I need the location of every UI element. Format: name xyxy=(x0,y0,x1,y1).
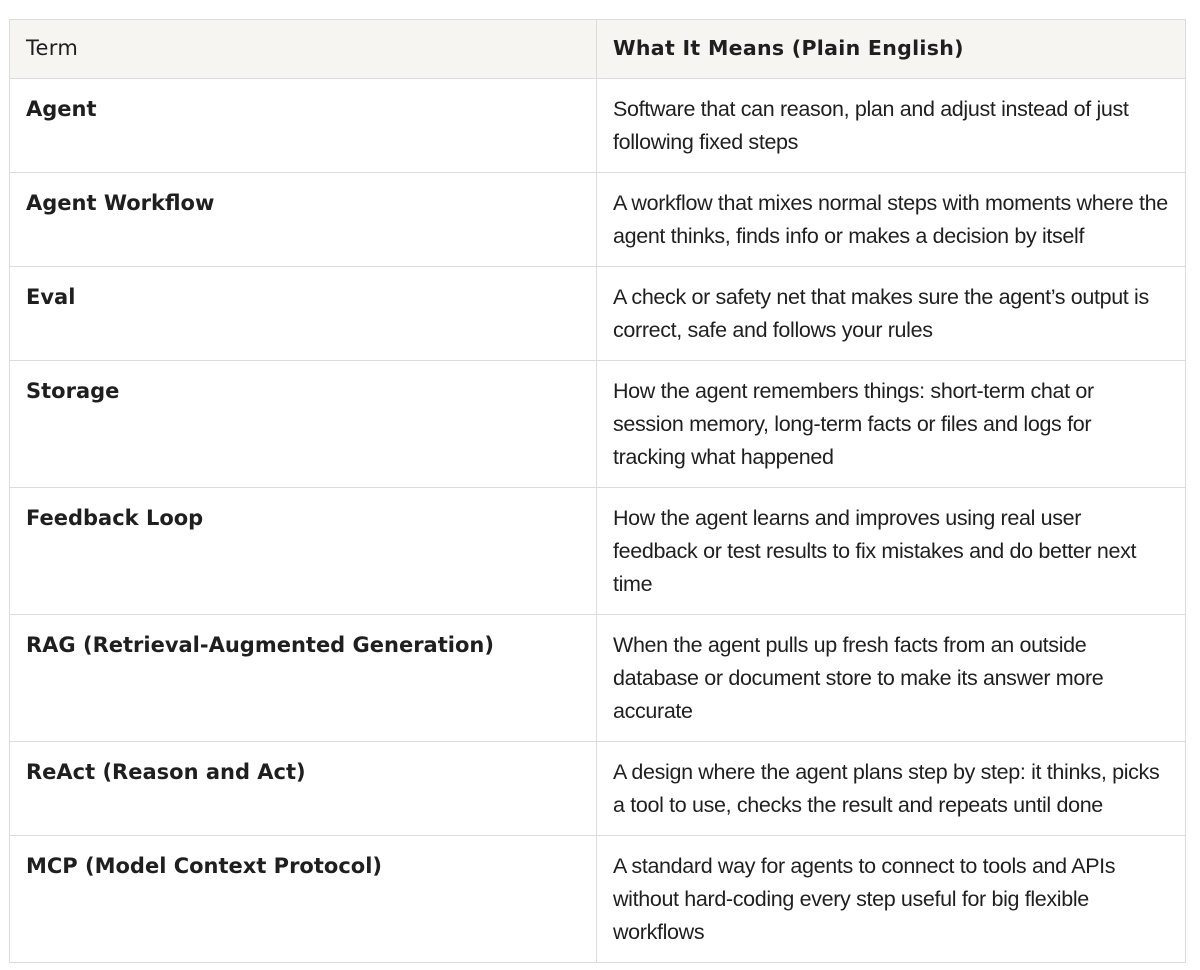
table-row xyxy=(10,488,1186,615)
term-cell xyxy=(10,488,597,615)
meaning-text: When the agent pulls up fresh facts from an outside database or document store to make its answer more accurate xyxy=(613,633,1104,723)
term-text: RAG (Retrieval-Augmented Generation) xyxy=(26,633,494,657)
term-cell xyxy=(10,742,597,836)
meaning-text: How the agent remembers things: short-term chat or session memory, long-term facts or files and logs for tracking what happened xyxy=(613,379,1094,469)
term-cell xyxy=(10,836,597,963)
term-text: Agent xyxy=(26,97,97,121)
term-cell xyxy=(10,361,597,488)
term-text: Eval xyxy=(26,285,76,309)
meaning-text: How the agent learns and improves using real user feedback or test results to fix mistakes and do better next time xyxy=(613,506,1137,596)
meaning-cell xyxy=(597,267,1186,361)
term-text: MCP (Model Context Protocol) xyxy=(26,854,382,878)
table-body xyxy=(10,79,1186,963)
meaning-text: A check or safety net that makes sure the agent’s output is correct, safe and follows your rules xyxy=(613,285,1149,342)
table-row xyxy=(10,742,1186,836)
meaning-cell xyxy=(597,836,1186,963)
meaning-cell xyxy=(597,361,1186,488)
term-cell xyxy=(10,79,597,173)
table-row xyxy=(10,615,1186,742)
column-header-term: Term xyxy=(10,20,597,79)
term-cell xyxy=(10,615,597,742)
term-cell xyxy=(10,267,597,361)
table-row xyxy=(10,173,1186,267)
meaning-cell xyxy=(597,488,1186,615)
term-text: ReAct (Reason and Act) xyxy=(26,760,306,784)
table-row xyxy=(10,836,1186,963)
meaning-cell xyxy=(597,742,1186,836)
header-row xyxy=(10,20,1186,79)
term-text: Storage xyxy=(26,379,120,403)
glossary-table xyxy=(9,19,1186,963)
meaning-cell xyxy=(597,615,1186,742)
meaning-text: A workflow that mixes normal steps with moments where the agent thinks, finds info or makes a decision by itself xyxy=(613,191,1168,248)
meaning-text: A design where the agent plans step by step: it thinks, picks a tool to use, checks the result and repeats until done xyxy=(613,760,1160,817)
term-text: Agent Workflow xyxy=(26,191,215,215)
meaning-cell xyxy=(597,173,1186,267)
meaning-text: A standard way for agents to connect to tools and APIs without hard-coding every step useful for big flexible workflows xyxy=(613,854,1116,944)
meaning-cell xyxy=(597,79,1186,173)
table-row xyxy=(10,267,1186,361)
table-row xyxy=(10,79,1186,173)
table-header xyxy=(10,20,1186,79)
column-header-meaning: What It Means (Plain English) xyxy=(597,20,1186,79)
term-cell xyxy=(10,173,597,267)
meaning-text: Software that can reason, plan and adjust instead of just following fixed steps xyxy=(613,97,1129,154)
table-row xyxy=(10,361,1186,488)
term-text: Feedback Loop xyxy=(26,506,204,530)
